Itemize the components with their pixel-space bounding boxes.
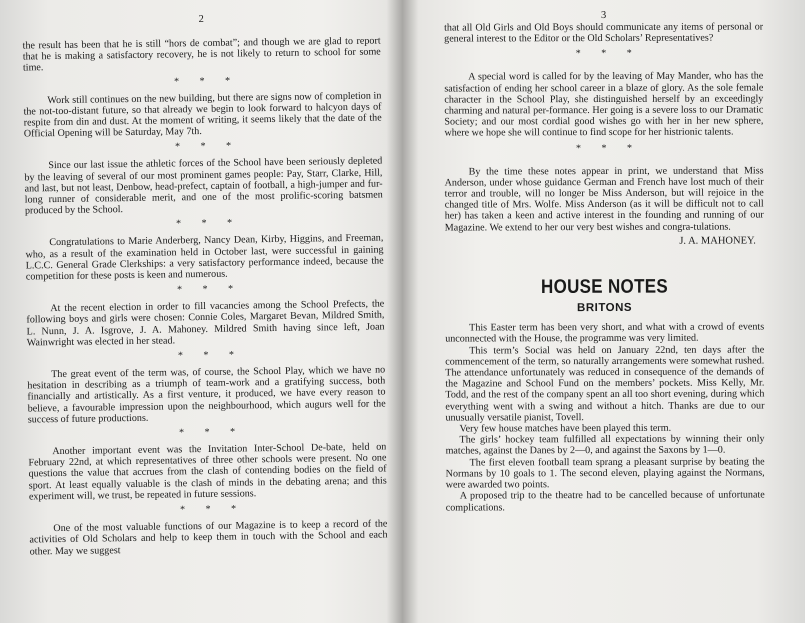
paragraph: The first eleven football team sprang a pleasant surprise by beating the Normans by 10 goals to 1. The second eleven, playing against the Normans, were awarded two points. <box>445 456 765 491</box>
page-number-right: 3 <box>600 9 607 22</box>
paragraph: This term’s Social was held on January 22nd, ten days after the commencement of the term, so naturally arrangements were somewhat rushed. The attendance unfortunately was reduced in consequence of the demands of the Magazine and School Fund on the members’ pockets. Miss Kelly, Mr. Todd, and the rest of the company spent an all too short evening, during which everything went with a swing and without a hitch. Thanks are due to our unusually versatile pianist, Tovell. <box>445 344 765 424</box>
section-heading: HOUSE NOTES <box>540 275 669 298</box>
section-separator: * * * <box>575 48 632 60</box>
section-separator: * * * <box>575 142 633 154</box>
paragraph: The great event of the term was, of course, the School Play, which we have no hesitation in describing as a triumph of team-work and a gratifying success, both financially and artistically. As a first venture, it produced, we have every reason to believe, a favourable impression upon the neighbourhood, which augurs well for the success of future productions. <box>27 364 386 426</box>
paragraph: A special word is called for by the leaving of May Mander, who has the satisfaction of ending her school career in a blaze of glory. As the sole female character in the School Play, she distinguished herself by an exceedingly charming and natural per-formance. Her going is a severe loss to our Dramatic Society; and our most cordial good wishes go with her in her new sphere, where we hope she will continue to find scope for her histrionic talents. <box>444 70 764 139</box>
paragraph: Since our last issue the athletic forces of the School have been seriously depleted by the leaving of several of our most prominent games people: Pay, Starr, Clarke, Hill, and last, but not least, Denbow, head-prefect, captain of football, a high-jumper and fur-long runner of considerable merit, and one of the most prolific-scoring batsmen produced by the School. <box>24 155 383 217</box>
section-separator: * * * <box>174 75 231 87</box>
section-separator: * * * <box>176 283 234 296</box>
paragraph: Congratulations to Marie Anderberg, Nancy Dean, Kirby, Higgins, and Freeman, who, as a result of the examination held in October last, were successful in gaining L.C.C. General Grade Clerkships: a very satisfactory performance indeed, because the competition for these posts is keen and numerous. <box>25 232 384 283</box>
paragraph: that all Old Girls and Old Boys should communicate any items of personal or general interest to the Editor or the Old Scholars’ Representatives? <box>444 21 764 45</box>
subsection-heading: BRITONS <box>577 301 633 315</box>
section-separator: * * * <box>178 426 236 439</box>
paragraph: A proposed trip to the theatre had to be cancelled because of unfortunate complications. <box>445 489 765 514</box>
paragraph: Another important event was the Invitation Inter-School De-bate, held on February 22nd, at which representatives of three other schools were present. No one questions the value that accrues from the clash of contending bodies on the field of sport. At least equally valuable is the clash of minds in the debating arena; and this experiment will, we trust, be repeated in future sessions. <box>28 441 387 503</box>
paragraph: The girls’ hockey team fulfilled all expectations by winning their only matches, against the Danes by 2—0, and against the Saxons by 1—0. <box>445 433 765 458</box>
section-separator: * * * <box>176 218 233 230</box>
paragraph: Work still continues on the new building, but there are signs now of completion in the not-too-distant future, so that already we begin to look forward to halcyon days of respite from din and dust. At the moment of writing, it seems likely that the date of the Official Opening will be Saturday, May 7th. <box>23 90 382 140</box>
page-number-left: 2 <box>198 13 204 26</box>
paragraph: One of the most valuable functions of our Magazine is to keep a record of the activities of Old Scholars and help to keep them in touch with the School and each other. May we suggest <box>29 518 388 557</box>
section-separator: * * * <box>180 503 237 516</box>
paragraph: Very few house matches have been played this term. <box>459 422 672 435</box>
paragraph: By the time these notes appear in print, we understand that Miss Anderson, under whose guidance German and French have lost much of their terror and trouble, will no longer be Miss Anderson, but will rejoice in the changed title of Mrs. Wolfe. Miss Anderson (as it will be difficult not to call her) has taken a keen and active interest in the founding and running of our Magazine. We extend to her our very best wishes and congra-tulations. <box>444 165 764 234</box>
paragraph: This Easter term has been very short, and what with a crowd of events unconnected with the House, the programme was very limited. <box>445 321 765 346</box>
paragraph: At the recent election in order to fill vacancies among the School Prefects, the following boys and girls were chosen: Connie Coles, Margaret Bevan, Mildred Smith, L. Nunn, J. A. Isgrove, J. A. Mahoney. Mildred Smith having since left, Joan Wainwright was elected in her stead. <box>26 298 385 349</box>
section-separator: * * * <box>177 349 235 362</box>
paragraph: the result has been that he is still “hors de combat”; and though we are glad to report that he is making a satisfactory recovery, he is not likely to return to school for some time. <box>22 35 381 74</box>
author-signature: J. A. MAHONEY. <box>679 235 756 247</box>
right-page <box>404 0 805 623</box>
section-separator: * * * <box>174 141 232 153</box>
